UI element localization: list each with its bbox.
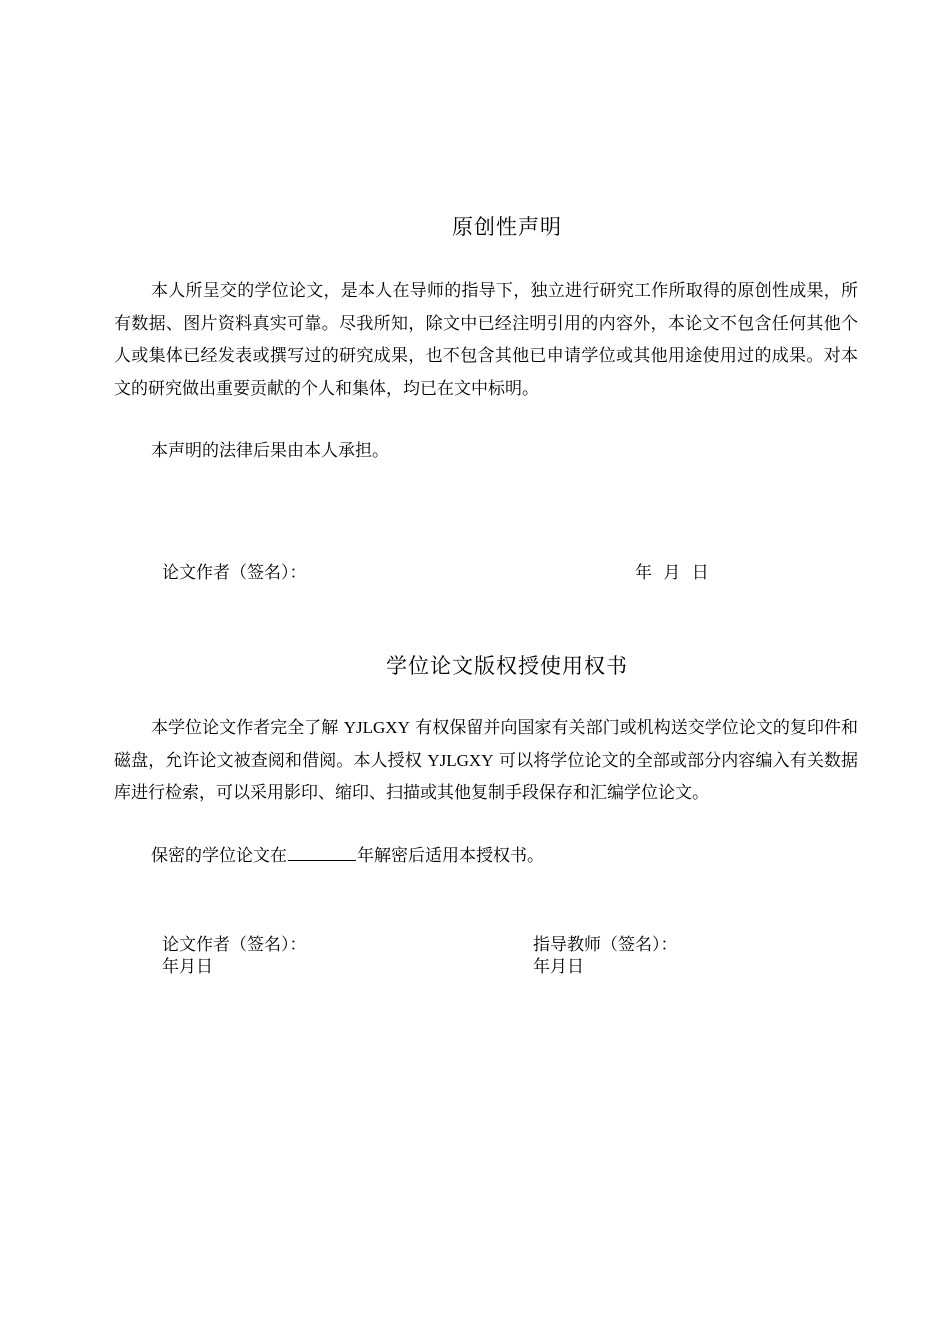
organization-name: YJLGXY — [343, 718, 410, 737]
authorization-title: 学位论文版权授使用权书 — [386, 654, 628, 678]
confidentiality-years-blank — [288, 842, 356, 861]
confidentiality-text-part-2: 年解密后适用本授权书。 — [357, 846, 544, 866]
legal-consequence-paragraph: 本声明的法律后果由本人承担。 — [151, 441, 389, 461]
organization-name: YJLGXY — [427, 750, 494, 770]
authorization-text-part-1: 本学位论文作者完全了解 — [151, 718, 339, 738]
authorization-text-part-2: 有权保留并向国家有关部门或机构送交学位论文的复印件和磁盘，允许论文被查阅和借阅。本人授权 — [114, 718, 859, 771]
originality-date-label: 年 月 日 — [635, 563, 709, 583]
originality-title: 原创性声明 — [452, 215, 562, 239]
confidentiality-text-part-1: 保密的学位论文在 — [151, 846, 287, 866]
originality-paragraph: 本人所呈交的学位论文，是本人在导师的指导下，独立进行研究工作所取得的原创性成果，所有数据、图片资料真实可靠。尽我所知，除文中已经注明引用的内容外，本论文不包含任何其他个人或集体已经发表或撰写过的研究成果，也不包含其他已申请学位或其他用途使用过的成果。对本文的研究做出重要贡献的个人和集体，均已在文中标明。 — [114, 281, 858, 399]
authorization-paragraph — [114, 712, 858, 810]
authorization-author-signature-label: 论文作者（签名）： — [162, 935, 307, 955]
originality-author-signature-label: 论文作者（签名）： — [162, 563, 307, 583]
advisor-date-label: 年月日 — [533, 957, 584, 977]
authorization-author-date-label: 年月日 — [162, 957, 213, 977]
authorization-text-part-3: 可以将学位论文的全部或部分内容编入有关数据库进行检索，可以采用影印、缩印、扫描或其他复制手段保存和汇编学位论文。 — [114, 750, 859, 803]
advisor-signature-label: 指导教师（签名）： — [533, 935, 678, 955]
confidentiality-paragraph — [114, 840, 858, 873]
